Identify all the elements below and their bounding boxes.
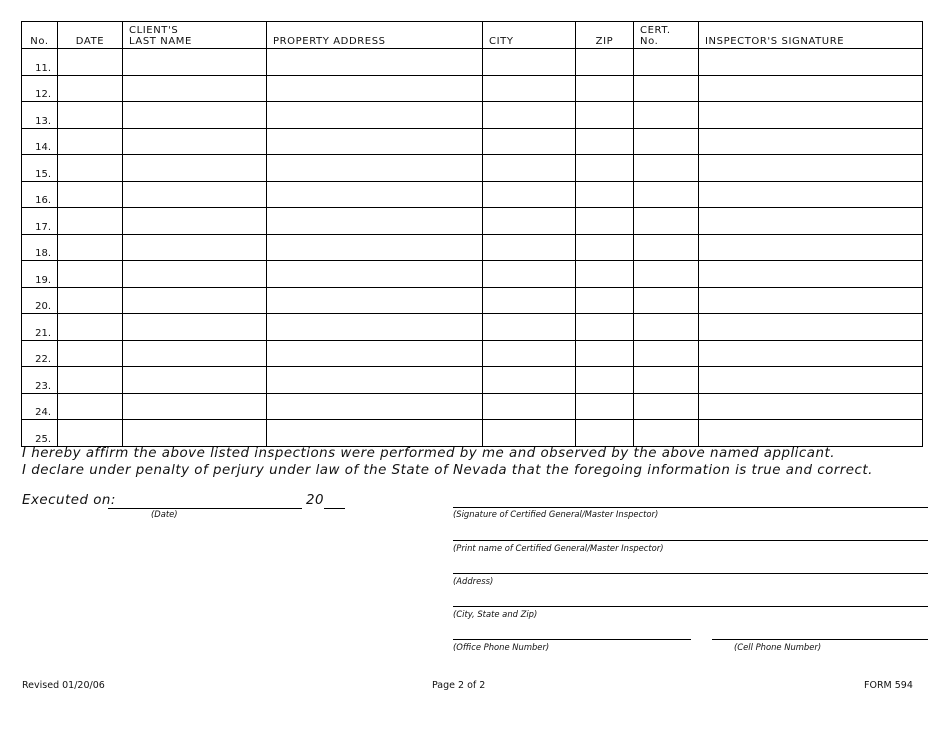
form-number: FORM 594 [864,680,913,691]
client-cell[interactable] [123,75,267,102]
address-caption: (Address) [453,576,494,586]
signature-cell[interactable] [699,75,923,102]
date-cell[interactable] [58,314,123,341]
cert-cell[interactable] [634,287,699,314]
address-cell[interactable] [267,208,483,235]
city-cell[interactable] [483,49,576,76]
date-cell[interactable] [58,155,123,182]
date-cell[interactable] [58,340,123,367]
signature-cell[interactable] [699,367,923,394]
cert-cell[interactable] [634,128,699,155]
cell-phone-field[interactable] [712,639,928,640]
executed-date-field[interactable] [108,508,302,509]
city-cell[interactable] [483,340,576,367]
client-cell[interactable] [123,128,267,155]
address-cell[interactable] [267,420,483,447]
table-row [22,261,923,288]
address-cell[interactable] [267,49,483,76]
client-cell[interactable] [123,314,267,341]
client-cell[interactable] [123,181,267,208]
office-phone-field[interactable] [453,639,691,640]
cert-cell[interactable] [634,367,699,394]
header-city: CITY [483,22,576,49]
client-cell[interactable] [123,208,267,235]
header-no: No. [22,22,58,49]
signature-cell[interactable] [699,49,923,76]
affirmation-line-1: I hereby affirm the above listed inspections were performed by me and observed by the above named applicant. [22,446,835,461]
city-cell[interactable] [483,261,576,288]
row-number: 16. [22,181,58,208]
date-cell[interactable] [58,102,123,129]
header-zip: ZIP [576,22,634,49]
signature-cell[interactable] [699,208,923,235]
city-cell[interactable] [483,367,576,394]
client-cell[interactable] [123,234,267,261]
cell-phone-caption: (Cell Phone Number) [734,642,822,652]
table-row [22,287,923,314]
row-number: 14. [22,128,58,155]
revised-date: Revised 01/20/06 [22,680,105,691]
row-number: 25. [22,420,58,447]
date-cell[interactable] [58,49,123,76]
table-row [22,75,923,102]
table-row [22,340,923,367]
executed-year-prefix: 20 [306,493,325,508]
row-number: 13. [22,102,58,129]
signature-cell[interactable] [699,128,923,155]
client-cell[interactable] [123,367,267,394]
address-cell[interactable] [267,287,483,314]
table-header-row [22,22,923,49]
row-number: 18. [22,234,58,261]
table-row [22,208,923,235]
row-number: 19. [22,261,58,288]
date-cell[interactable] [58,75,123,102]
cert-cell[interactable] [634,75,699,102]
signature-cell[interactable] [699,261,923,288]
zip-cell[interactable] [576,208,634,235]
address-field[interactable] [453,573,928,574]
zip-cell[interactable] [576,102,634,129]
table-row [22,155,923,182]
table-row [22,393,923,420]
address-cell[interactable] [267,261,483,288]
cert-cell[interactable] [634,314,699,341]
header-cert-no [634,22,699,49]
address-cell[interactable] [267,234,483,261]
zip-cell[interactable] [576,234,634,261]
row-number: 24. [22,393,58,420]
table-row [22,49,923,76]
executed-on-label: Executed on: [22,493,116,508]
cert-cell[interactable] [634,208,699,235]
client-cell[interactable] [123,155,267,182]
header-cert-line1: CERT. [640,25,671,36]
address-cell[interactable] [267,128,483,155]
address-cell[interactable] [267,155,483,182]
row-number: 11. [22,49,58,76]
zip-cell[interactable] [576,340,634,367]
cert-cell[interactable] [634,102,699,129]
city-state-zip-field[interactable] [453,606,928,607]
inspection-log-table [21,21,923,447]
address-cell[interactable] [267,181,483,208]
inspector-signature-field[interactable] [453,507,928,508]
cert-cell[interactable] [634,420,699,447]
date-cell[interactable] [58,367,123,394]
client-cell[interactable] [123,340,267,367]
zip-cell[interactable] [576,314,634,341]
date-cell[interactable] [58,420,123,447]
table-row [22,420,923,447]
date-cell[interactable] [58,261,123,288]
cert-cell[interactable] [634,155,699,182]
address-cell[interactable] [267,314,483,341]
cert-cell[interactable] [634,234,699,261]
client-cell[interactable] [123,49,267,76]
date-cell[interactable] [58,393,123,420]
signature-cell[interactable] [699,420,923,447]
signature-cell[interactable] [699,102,923,129]
row-number: 23. [22,367,58,394]
address-cell[interactable] [267,367,483,394]
zip-cell[interactable] [576,75,634,102]
affirmation-text [22,445,873,479]
zip-cell[interactable] [576,261,634,288]
city-cell[interactable] [483,287,576,314]
date-caption: (Date) [151,509,178,519]
header-cert-line2: No. [640,36,659,47]
print-name-field[interactable] [453,540,928,541]
header-date: DATE [58,22,123,49]
table-row [22,181,923,208]
address-cell[interactable] [267,393,483,420]
cert-cell[interactable] [634,49,699,76]
client-cell[interactable] [123,420,267,447]
date-cell[interactable] [58,208,123,235]
page-number: Page 2 of 2 [432,680,486,691]
inspector-signature-caption: (Signature of Certified General/Master Inspector) [453,509,659,519]
zip-cell[interactable] [576,128,634,155]
city-cell[interactable] [483,208,576,235]
city-cell[interactable] [483,181,576,208]
signature-cell[interactable] [699,393,923,420]
city-state-zip-caption: (City, State and Zip) [453,609,538,619]
date-cell[interactable] [58,287,123,314]
address-cell[interactable] [267,102,483,129]
date-cell[interactable] [58,181,123,208]
signature-cell[interactable] [699,155,923,182]
row-number: 15. [22,155,58,182]
row-number: 17. [22,208,58,235]
city-cell[interactable] [483,102,576,129]
table-row [22,367,923,394]
address-cell[interactable] [267,75,483,102]
zip-cell[interactable] [576,287,634,314]
signature-cell[interactable] [699,181,923,208]
city-cell[interactable] [483,75,576,102]
header-client-line1: CLIENT'S [129,25,179,36]
client-cell[interactable] [123,287,267,314]
print-name-caption: (Print name of Certified General/Master Inspector) [453,543,664,553]
table-row [22,234,923,261]
affirmation-line-2: I declare under penalty of perjury under law of the State of Nevada that the foregoing information is true and correct. [22,463,873,478]
header-property-address: PROPERTY ADDRESS [267,22,483,49]
cert-cell[interactable] [634,261,699,288]
signature-cell[interactable] [699,340,923,367]
zip-cell[interactable] [576,49,634,76]
table-row [22,128,923,155]
zip-cell[interactable] [576,181,634,208]
row-number: 12. [22,75,58,102]
zip-cell[interactable] [576,393,634,420]
row-number: 21. [22,314,58,341]
table-row [22,102,923,129]
signature-cell[interactable] [699,287,923,314]
address-cell[interactable] [267,340,483,367]
city-cell[interactable] [483,393,576,420]
row-number: 20. [22,287,58,314]
zip-cell[interactable] [576,155,634,182]
cert-cell[interactable] [634,340,699,367]
cert-cell[interactable] [634,393,699,420]
client-cell[interactable] [123,102,267,129]
city-cell[interactable] [483,314,576,341]
city-cell[interactable] [483,420,576,447]
header-inspector-signature: INSPECTOR'S SIGNATURE [699,22,923,49]
signature-cell[interactable] [699,234,923,261]
city-cell[interactable] [483,155,576,182]
signature-cell[interactable] [699,314,923,341]
client-cell[interactable] [123,393,267,420]
row-number: 22. [22,340,58,367]
office-phone-caption: (Office Phone Number) [453,642,550,652]
table-row [22,314,923,341]
zip-cell[interactable] [576,420,634,447]
city-cell[interactable] [483,234,576,261]
date-cell[interactable] [58,128,123,155]
header-client-line2: LAST NAME [129,36,192,47]
city-cell[interactable] [483,128,576,155]
executed-year-field[interactable] [324,508,345,509]
header-client-last-name [123,22,267,49]
date-cell[interactable] [58,234,123,261]
cert-cell[interactable] [634,181,699,208]
client-cell[interactable] [123,261,267,288]
zip-cell[interactable] [576,367,634,394]
